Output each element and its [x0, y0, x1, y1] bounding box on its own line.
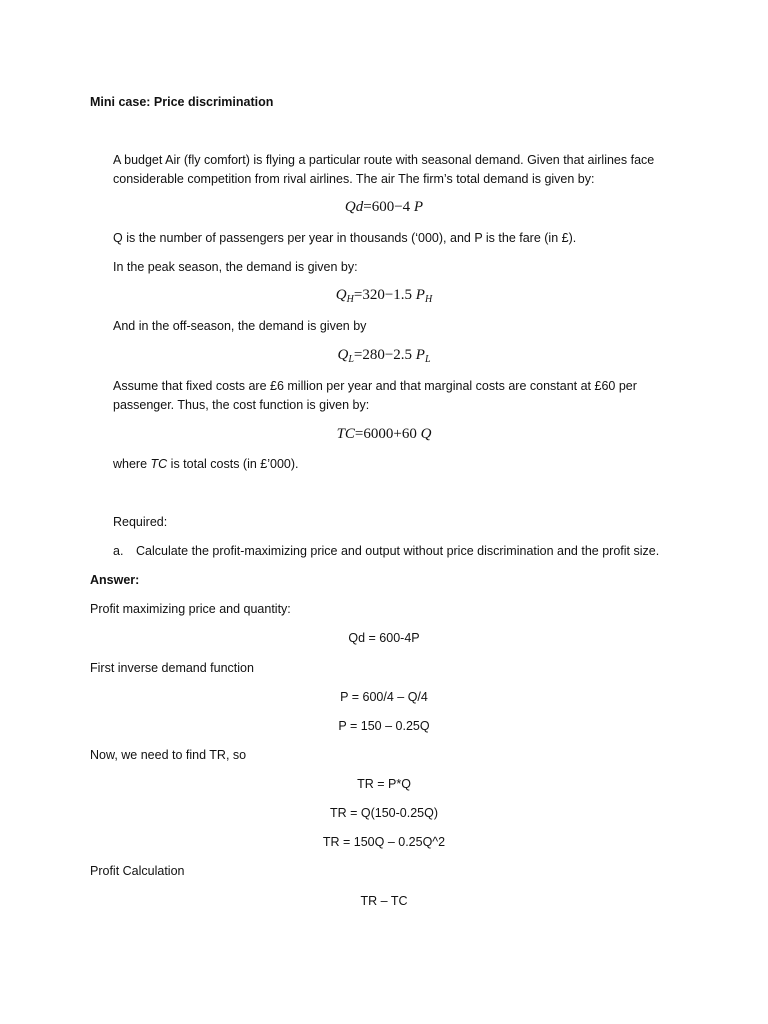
eq-peak-q-sub: H — [346, 294, 354, 305]
tc-note — [113, 456, 299, 472]
eq-total-var: P — [413, 199, 424, 215]
eq-total-rhs: =600−4 — [363, 199, 411, 215]
eq-peak-p: P — [415, 287, 425, 303]
q-definition: Q is the number of passengers per year in thousands (‘000), and P is the fare (in £). — [113, 231, 577, 245]
required-label: Required: — [113, 515, 168, 529]
equation-total-demand — [0, 199, 768, 215]
answer-heading-3: Now, we need to find TR, so — [90, 748, 247, 762]
answer-eq-5: TR = Q(150-0.25Q) — [329, 806, 439, 820]
question-a-marker: a. — [113, 544, 124, 558]
eq-cost-lhs: TC — [336, 426, 355, 442]
costs-line-2: passenger. Thus, the cost function is given by: — [113, 398, 370, 412]
eq-cost-var: Q — [420, 426, 432, 442]
answer-eq-2: P = 600/4 – Q/4 — [340, 690, 428, 704]
eq-off-q-sub: L — [348, 354, 354, 365]
eq-off-rhs: =280−2.5 — [353, 347, 413, 363]
answer-heading-1: Profit maximizing price and quantity: — [90, 602, 291, 616]
answer-eq-1: Qd = 600-4P — [348, 631, 420, 645]
eq-off-q: Q — [337, 347, 349, 363]
eq-off-p: P — [415, 347, 425, 363]
equation-peak-demand — [0, 287, 768, 308]
answer-label: Answer: — [90, 573, 140, 587]
eq-peak-p-sub: H — [424, 294, 433, 305]
peak-intro: In the peak season, the demand is given by: — [113, 260, 358, 274]
answer-eq-3: P = 150 – 0.25Q — [338, 719, 430, 733]
equation-cost — [0, 426, 768, 442]
answer-eq-4: TR = P*Q — [357, 777, 411, 791]
eq-total-lhs: Qd — [344, 199, 364, 215]
intro-line-2: considerable competition from rival airlines. The air The firm’s total demand is given by: — [113, 172, 595, 186]
page-title: Mini case: Price discrimination — [90, 95, 274, 109]
tc-note-prefix: where — [113, 457, 151, 471]
intro-line-1: A budget Air (fly comfort) is flying a particular route with seasonal demand. Given that airlines face — [113, 153, 655, 167]
answer-eq-7: TR – TC — [360, 894, 408, 908]
off-intro: And in the off-season, the demand is given by — [113, 319, 367, 333]
tc-note-italic: TC — [150, 457, 168, 471]
eq-cost-rhs: =6000+60 — [354, 426, 417, 442]
costs-line-1: Assume that fixed costs are £6 million per year and that marginal costs are constant at £60 per — [113, 379, 637, 393]
question-a-text: Calculate the profit-maximizing price and output without price discrimination and the profit size. — [136, 544, 660, 558]
tc-note-suffix: is total costs (in £’000). — [167, 457, 299, 471]
eq-peak-q: Q — [335, 287, 347, 303]
eq-peak-rhs: =320−1.5 — [353, 287, 413, 303]
answer-eq-6: TR = 150Q – 0.25Q^2 — [322, 835, 446, 849]
answer-heading-2: First inverse demand function — [90, 661, 254, 675]
answer-heading-4: Profit Calculation — [90, 864, 185, 878]
equation-off-demand — [0, 347, 768, 368]
eq-off-p-sub: L — [424, 354, 431, 365]
